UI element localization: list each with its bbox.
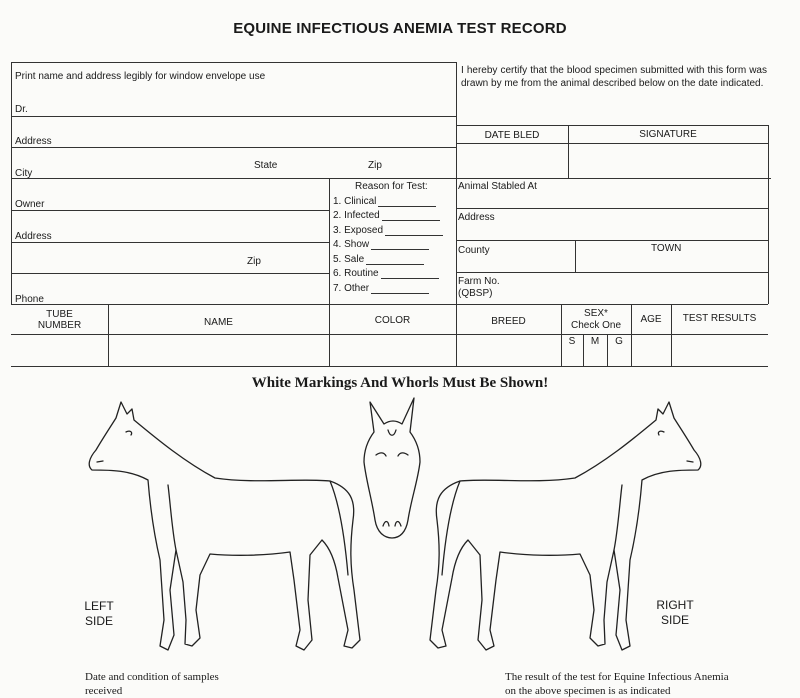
reason-label: 4. Show xyxy=(333,239,370,250)
age-header: AGE xyxy=(640,314,662,325)
form-title: EQUINE INFECTIOUS ANEMIA TEST RECORD xyxy=(233,20,567,37)
reason-label: 6. Routine xyxy=(333,268,379,279)
address-label: Address xyxy=(15,136,52,147)
zip-label: Zip xyxy=(368,160,382,171)
certification-text: I hereby certify that the blood specimen submitted with this form was drawn by me from the animal described below on the date indicated. xyxy=(461,65,767,89)
owner-label: Owner xyxy=(15,199,45,210)
right-side-label xyxy=(648,598,702,628)
envelope-instruction: Print name and address legibly for window envelope use xyxy=(15,71,266,82)
breed-header: BREED xyxy=(491,316,526,327)
right-label-line2: SIDE xyxy=(660,613,689,627)
sex-g[interactable]: G xyxy=(615,336,623,347)
stabled-address-label: Address xyxy=(458,212,495,223)
state-label: State xyxy=(254,160,278,171)
left-side-label xyxy=(74,599,124,629)
date-bled-label: DATE BLED xyxy=(484,130,540,141)
right-label-line1: RIGHT xyxy=(656,598,694,612)
reason-label: 7. Other xyxy=(333,283,370,294)
sex-header: SEX* xyxy=(584,308,608,319)
reason-heading: Reason for Test: xyxy=(355,181,428,192)
reason-label: 5. Sale xyxy=(333,254,365,265)
qbsp-label: (QBSP) xyxy=(458,288,493,299)
farm-no-label: Farm No. xyxy=(458,276,500,287)
reason-label: 3. Exposed xyxy=(333,225,384,236)
check-one-header: Check One xyxy=(570,320,622,331)
reason-label: 1. Clinical xyxy=(333,196,377,207)
town-label: TOWN xyxy=(651,243,682,254)
left-label-line2: SIDE xyxy=(84,614,113,628)
test-results-header: TEST RESULTS xyxy=(682,313,757,324)
owner-address-label: Address xyxy=(15,231,52,242)
city-label: City xyxy=(15,168,33,179)
dr-label: Dr. xyxy=(15,104,28,115)
name-header: NAME xyxy=(204,317,233,328)
sex-s[interactable]: S xyxy=(568,336,576,347)
markings-heading: White Markings And Whorls Must Be Shown! xyxy=(251,375,549,391)
reason-label: 2. Infected xyxy=(333,210,380,221)
tube-header: TUBE xyxy=(46,309,73,320)
sex-m[interactable]: M xyxy=(590,336,600,347)
left-label-line1: LEFT xyxy=(84,599,114,613)
footer-left-line2: received xyxy=(85,685,123,697)
county-label: County xyxy=(458,245,490,256)
animal-stabled-label: Animal Stabled At xyxy=(458,181,537,192)
color-header: COLOR xyxy=(374,315,411,326)
signature-label: SIGNATURE xyxy=(639,129,697,140)
footer-right-line2: on the above specimen is as indicated xyxy=(505,685,671,697)
footer-left-line1: Date and condition of samples xyxy=(85,671,219,683)
number-header: NUMBER xyxy=(37,320,82,331)
owner-zip-label: Zip xyxy=(247,256,261,267)
footer-right-line1: The result of the test for Equine Infectious Anemia xyxy=(505,671,729,683)
phone-label: Phone xyxy=(15,294,44,305)
